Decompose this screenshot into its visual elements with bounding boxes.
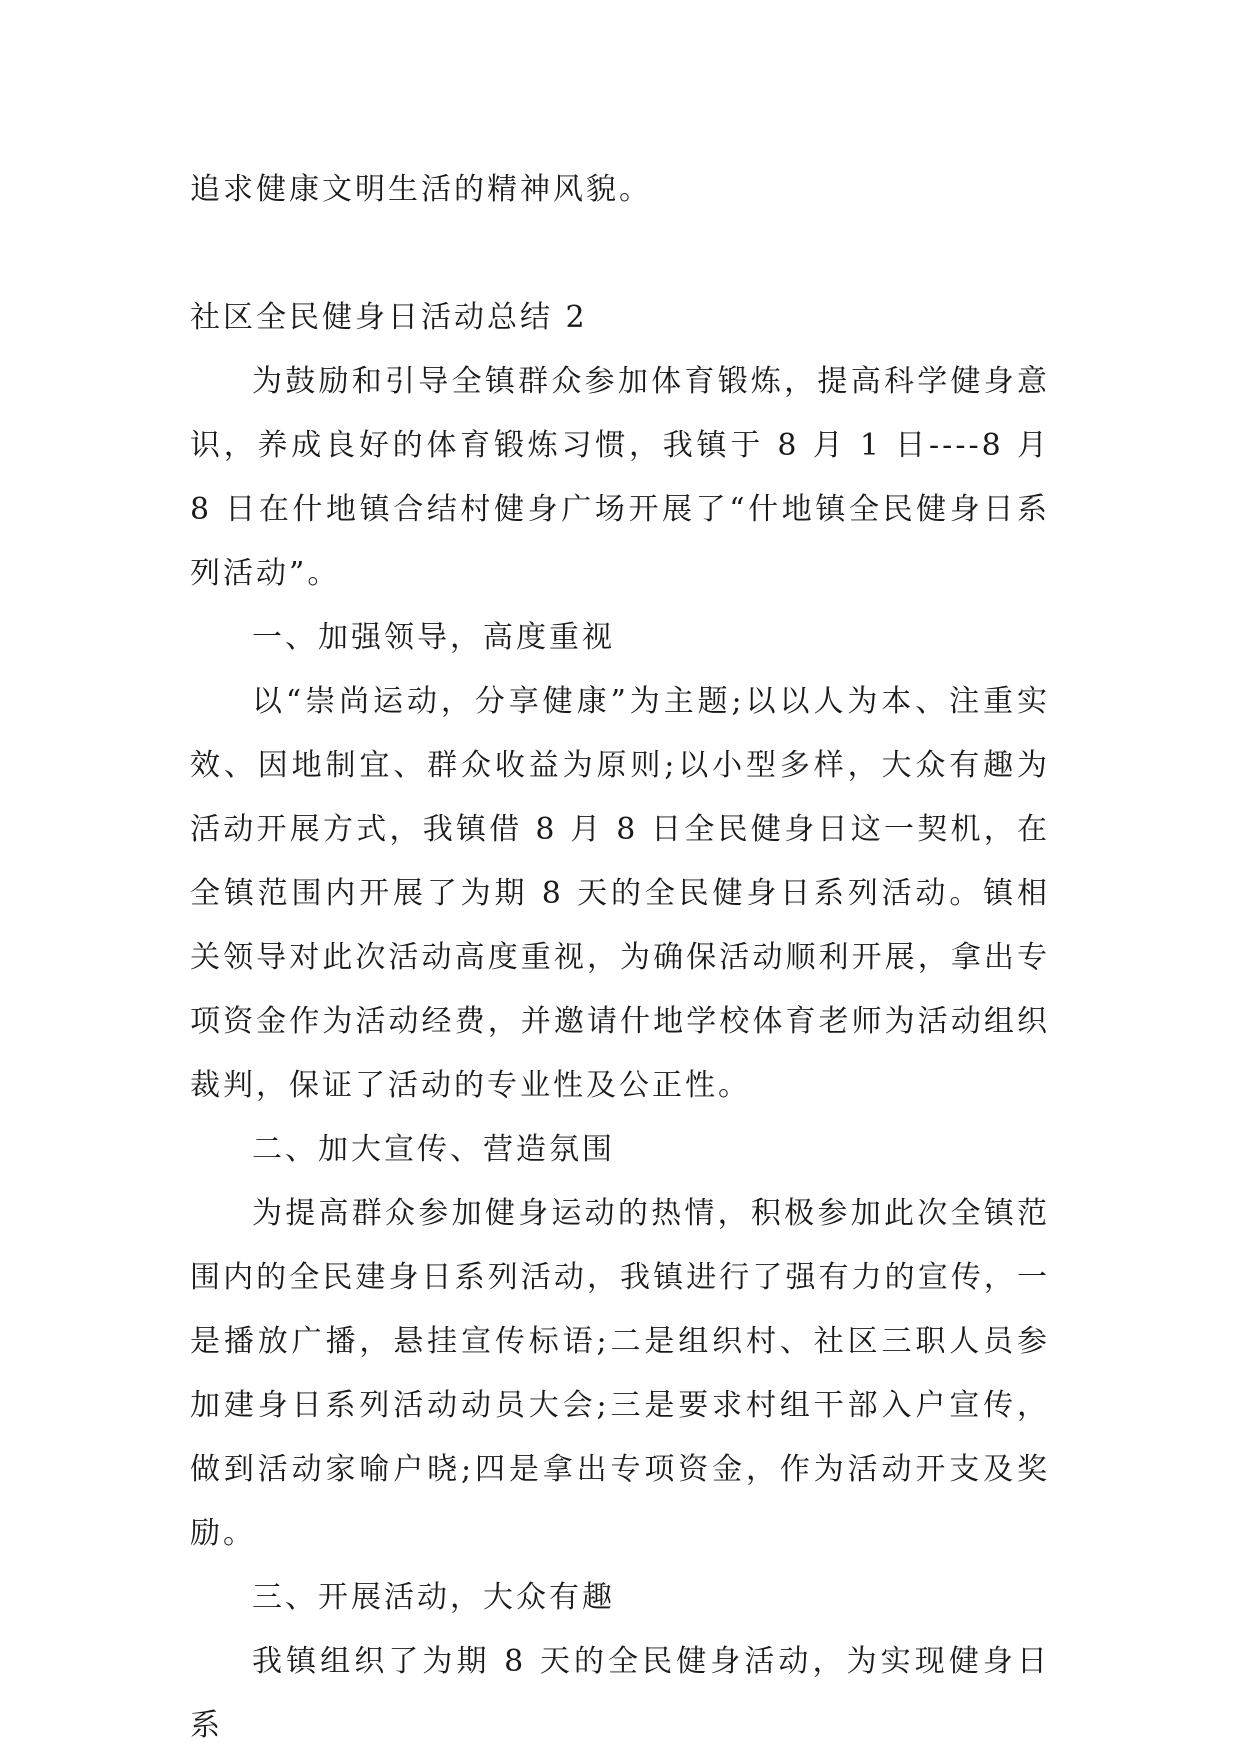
paragraph-publicity: 为提高群众参加健身运动的热情，积极参加此次全镇范围内的全民建身日系列活动，我镇进行了强有力的宣传，一是播放广播，悬挂宣传标语;二是组织村、社区三职人员参加建身日系列活动动员大会;三是要求村组干部入户宣传，做到活动家喻户晓;四是拿出专项资金，作为活动开支及奖励。 (190, 1196, 1050, 1551)
paragraph-activities: 我镇组织了为期 8 天的全民健身活动，为实现健身日系 (190, 1644, 1050, 1743)
paragraph-intro: 为鼓励和引导全镇群众参加体育锻炼，提高科学健身意识，养成良好的体育锻炼习惯，我镇于 8 月 1 日----8 月 8 日在什地镇合结村健身广场开展了“什地镇全民健身日系列活动”。 (190, 364, 1050, 591)
paragraph-leadership: 以“崇尚运动，分享健康”为主题;以以人为本、注重实效、因地制宜、群众收益为原则;以小型多样，大众有趣为活动开展方式，我镇借 8 月 8 日全民健身日这一契机，在全镇范围内开展了为期 8 天的全民健身日系列活动。镇相关领导对此次活动高度重视，为确保活动顺利开展，拿出专项资金作为活动经费，并邀请什地学校体育老师为活动组织裁判，保证了活动的专业性及公正性。 (190, 684, 1050, 1103)
heading-leadership: 一、加强领导，高度重视 (252, 620, 615, 655)
heading-publicity: 二、加大宣传、营造氛围 (252, 1132, 615, 1167)
section-title: 社区全民健身日活动总结 2 (190, 300, 588, 335)
opening-line: 追求健康文明生活的精神风貌。 (190, 172, 652, 207)
heading-activities: 三、开展活动，大众有趣 (252, 1580, 615, 1615)
document-body (190, 158, 1050, 1758)
